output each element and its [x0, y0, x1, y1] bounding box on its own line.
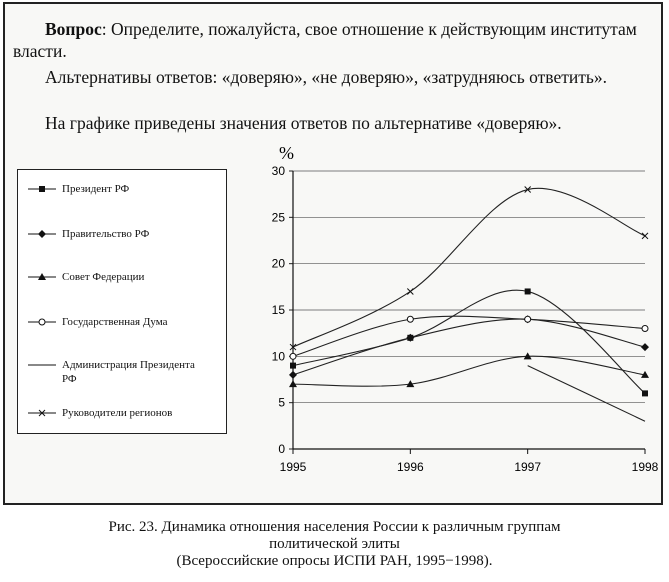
data-point-5-3 — [642, 233, 648, 239]
data-point-0-3 — [642, 390, 648, 396]
caption-line-1: Рис. 23. Динамика отношения населения России к различным группам — [108, 519, 561, 535]
series-line-3 — [293, 316, 645, 356]
legend-label: Совет Федерации — [62, 271, 145, 283]
y-tick-label: 5 — [278, 395, 285, 410]
series-line-0 — [293, 290, 645, 393]
y-tick-label: 0 — [278, 442, 285, 456]
series-line-4 — [528, 366, 645, 422]
legend-label: Президент РФ — [62, 183, 130, 195]
figure-frame — [3, 2, 663, 505]
chart-legend — [17, 169, 227, 434]
legend-symbol — [26, 227, 58, 241]
legend-label: Руководители регионов — [62, 407, 173, 419]
legend-item — [26, 270, 144, 284]
legend-item — [26, 406, 172, 420]
legend-item — [26, 227, 149, 241]
data-point-3-3 — [642, 326, 648, 332]
data-point-0-2 — [525, 288, 531, 294]
legend-label: Государственная Дума — [62, 316, 168, 328]
legend-item — [26, 315, 167, 329]
data-point-3-0 — [290, 353, 296, 359]
question-body: : Определите, пожалуйста, свое отношение к действующим институтам власти. — [13, 19, 637, 61]
answer-alternatives: Альтернативы ответов: «доверяю», «не доверяю», «затрудняюсь ответить». — [45, 67, 607, 87]
legend-symbol — [26, 270, 58, 284]
legend-symbol — [26, 358, 58, 372]
legend-label: Администрация Президента РФ — [62, 359, 195, 385]
question-label: Вопрос — [45, 19, 102, 39]
data-point-1-3 — [641, 343, 649, 351]
data-point-3-1 — [407, 316, 413, 322]
data-point-3-2 — [525, 316, 531, 322]
series-line-1 — [293, 319, 645, 375]
caption-line-3: (Всероссийские опросы ИСПИ РАН, 1995−1998). — [176, 553, 493, 569]
figure-caption — [0, 519, 669, 570]
y-tick-label: 30 — [271, 164, 285, 178]
caption-line-2: политической элиты — [269, 536, 400, 552]
chart-note: На графике приведены значения ответов по альтернативе «доверяю». — [45, 113, 562, 133]
legend-symbol — [26, 406, 58, 420]
data-point-0-0 — [290, 363, 296, 369]
series-line-2 — [293, 356, 645, 386]
data-point-5-1 — [407, 288, 413, 294]
legend-label: Правительство РФ — [62, 228, 150, 240]
data-point-1-0 — [289, 371, 297, 379]
y-tick-label: 15 — [271, 303, 285, 317]
y-tick-label: 25 — [271, 210, 285, 225]
legend-item — [26, 182, 129, 196]
legend-symbol — [26, 315, 58, 329]
legend-symbol — [26, 182, 58, 196]
question-text — [13, 18, 653, 62]
x-tick-label: 1996 — [396, 460, 424, 474]
x-tick-label: 1998 — [631, 460, 659, 474]
y-axis-label: % — [279, 143, 294, 163]
x-tick-label: 1997 — [514, 460, 542, 474]
line-chart — [245, 139, 659, 474]
x-tick-label: 1995 — [279, 460, 307, 474]
y-tick-label: 20 — [271, 256, 285, 271]
legend-item — [26, 358, 212, 386]
y-tick-label: 10 — [271, 349, 285, 364]
